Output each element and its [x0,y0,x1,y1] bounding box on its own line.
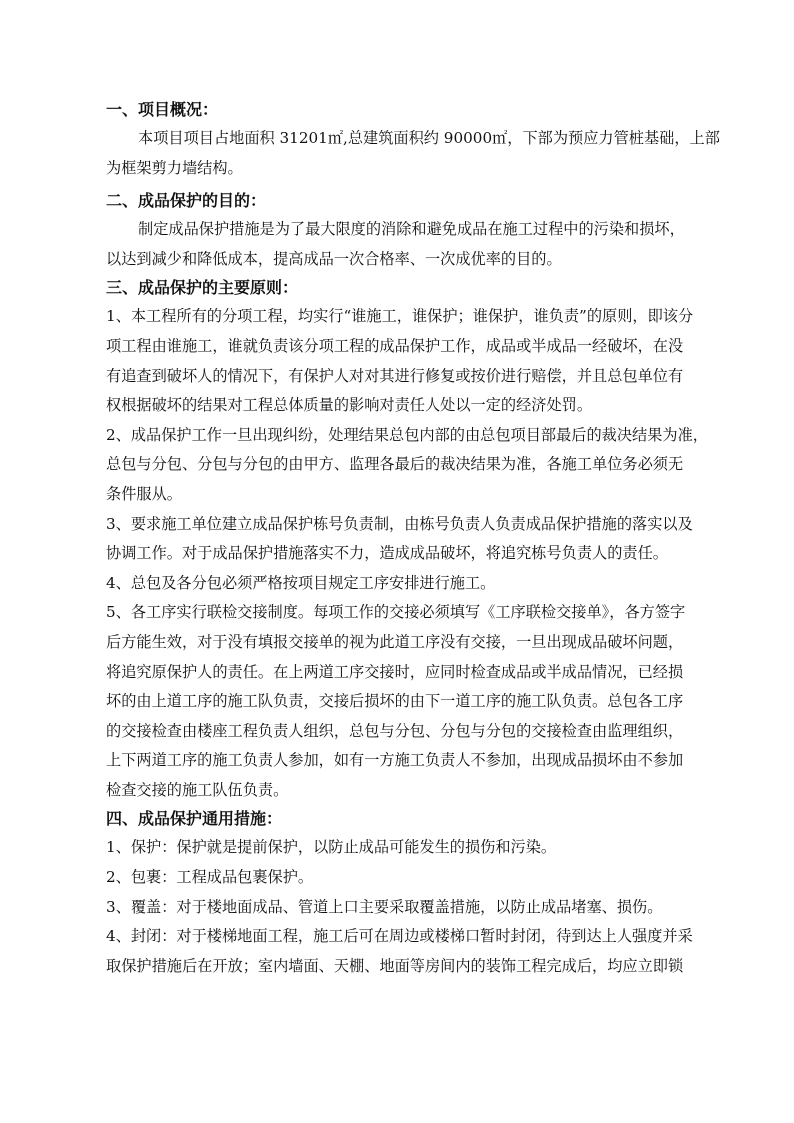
section-body-measures [106,833,718,981]
body-line: 总包与分包、分包与分包的由甲方、监理各最后的裁决结果为准，各施工单位务必须无 [106,455,684,474]
body-line: 上下两道工序的施工负责人参加，如有一方施工负责人不参加，出现成品损坏由不参加 [106,751,684,770]
body-line: 5、各工序实行联检交接制度。每项工作的交接必须填写《工序联检交接单》，各方签字 [106,603,686,622]
body-line: 4、封闭：对于楼梯地面工程，施工后可在周边或楼梯口暂时封闭，待到达上人强度并采 [106,927,693,946]
body-line: 将追究原保护人的责任。在上两道工序交接时，应同时检查成品或半成品情况，已经损 [106,662,684,681]
section-heading-overview: 一、项目概况： [106,100,219,119]
body-line: 3、覆盖：对于楼地面成品、管道上口主要采取覆盖措施，以防止成品堵塞、损伤。 [106,897,663,916]
body-line: 后方能生效，对于没有填报交接单的视为此道工序没有交接，一旦出现成品破坏问题， [106,632,684,651]
body-line: 3、要求施工单位建立成品保护栋号负责制，由栋号负责人负责成品保护措施的落实以及 [106,514,693,533]
body-line: 条件服从。 [106,484,182,503]
body-line: 协调工作。对于成品保护措施落实不力，造成成品破坏，将追究栋号负责人的责任。 [106,544,668,563]
section-heading-purpose: 二、成品保护的目的： [106,191,267,211]
body-line: 为框架剪力墙结构。 [106,158,243,177]
section-heading-principles: 三、成品保护的主要原则： [106,278,299,298]
section-heading-measures: 四、成品保护通用措施： [106,809,283,829]
body-line: 坏的由上道工序的施工队负责，交接后损坏的由下一道工序的施工队负责。总包各工序 [106,692,684,711]
body-line: 检查交接的施工队伍负责。 [106,780,289,799]
body-line: 权根据破坏的结果对工程总体质量的影响对责任人处以一定的经济处罚。 [106,396,592,415]
section-body-overview [106,124,718,183]
body-line: 以达到减少和降低成本，提高成品一次合格率、一次成优率的目的。 [106,249,562,268]
body-line: 有追查到破坏人的情况下，有保护人对对其进行修复或按价进行赔偿，并且总包单位有 [106,366,684,385]
body-line: 制定成品保护措施是为了最大限度的消除和避免成品在施工过程中的污染和损坏， [138,220,685,239]
body-line: 项工程由谁施工，谁就负责该分项工程的成品保护工作，成品或半成品一经破坏，在没 [106,336,684,355]
body-line: 1、保护：保护就是提前保护，以防止成品可能发生的损伤和污染。 [106,838,557,857]
section-body-principles [106,302,718,805]
document-page [106,96,718,981]
body-line: 2、包裹：工程成品包裹保护。 [106,868,314,887]
body-line: 的交接检查由楼座工程负责人组织，总包与分包、分包与分包的交接检查由监理组织， [106,721,684,740]
body-line: 本项目项目占地面积 31201㎡,总建筑面积约 90000㎡，下部为预应力管桩基础，上部 [138,129,720,147]
body-line: 2、成品保护工作一旦出现纠纷，处理结果总包内部的由总包项目部最后的裁决结果为准， [106,425,708,444]
body-line: 取保护措施后在开放；室内墙面、天棚、地面等房间内的装饰工程完成后，均应立即锁 [106,956,684,975]
section-body-purpose [106,215,718,274]
body-line: 4、总包及各分包必须严格按项目规定工序安排进行施工。 [106,573,496,592]
body-line: 1、本工程所有的分项工程，均实行“谁施工，谁保护；谁保护，谁负责”的原则，即该分 [106,307,694,326]
